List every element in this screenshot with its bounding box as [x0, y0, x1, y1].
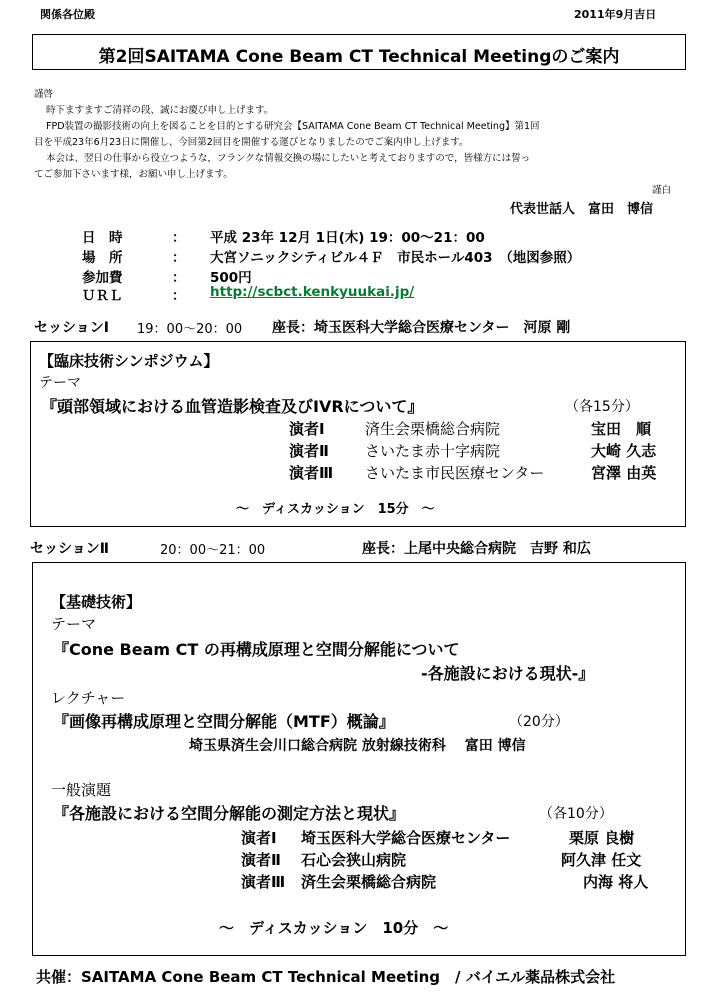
signature: 代表世話人 富田 博信 — [510, 202, 654, 217]
lecture-title: 『画像再構成原理と空間分解能（MTF）概論』 — [53, 712, 395, 731]
speaker-org: さいたま赤十字病院 — [365, 442, 501, 460]
speaker-name: 阿久津 任文 — [561, 851, 642, 869]
speaker-name: 宮澤 由英 — [591, 464, 657, 482]
detail-value: 大宮ソニックシティビル４Ｆ 市民ホール403 （地図参照） — [210, 250, 581, 266]
session2-theme-label: テーマ — [51, 615, 97, 633]
session2-chair: 座長：上尾中央総合病院 吉野 和広 — [362, 541, 591, 557]
speaker-name: 大崎 久志 — [591, 442, 657, 460]
detail-label: 参加費 — [82, 270, 123, 286]
letter-line-1: 時下ますますご清祥の段、誠にお慶び申し上げます。 — [46, 105, 274, 116]
session2-name: セッションⅡ — [30, 541, 109, 557]
speaker-org: 済生会栗橋総合病院 — [301, 873, 437, 891]
session2-theme-line2: -各施設における現状-』 — [421, 664, 595, 683]
lecture-note: （20分） — [509, 714, 569, 730]
session1-box — [30, 341, 686, 527]
detail-label: ＵＲＬ — [82, 288, 123, 304]
speaker-role: 演者Ⅱ — [289, 442, 329, 460]
session2-discussion: ～ ディスカッション 10分 ～ — [219, 919, 449, 937]
addressee: 関係各位殿 — [40, 8, 95, 21]
session2-category: 【基礎技術】 — [51, 593, 142, 611]
detail-colon: ： — [172, 230, 186, 246]
session2-time: 20：00～21：00 — [160, 543, 266, 558]
detail-colon: ： — [172, 288, 186, 304]
speaker-name: 栗原 良樹 — [569, 829, 635, 847]
page-title: 第2回SAITAMA Cone Beam CT Technical Meetingのご案内 — [98, 47, 620, 67]
letter-line-2: FPD装置の撮影技術の向上を図ることを目的とする研究会【SAITAMA Cone Beam CT Technical Meeting】第1回 — [46, 121, 540, 132]
letter-line-3: 目を平成23年6月23日に開催し、今回第2回目を開催する運びとなりましたのでご案内申し上げます。 — [34, 137, 469, 148]
speaker-org: さいたま市民医療センター — [365, 464, 545, 482]
letter-line-5: てご参加下さいます様，お願い申し上げます。 — [34, 169, 233, 180]
detail-colon: ： — [172, 270, 186, 286]
speaker-name: 内海 将人 — [583, 873, 649, 891]
session1-category: 【臨床技術シンポジウム】 — [39, 352, 219, 370]
session1-time: 19：00～20：00 — [137, 322, 243, 337]
lecture-label: レクチャー — [51, 689, 126, 707]
detail-value: 500円 — [210, 270, 252, 286]
detail-colon: ： — [172, 250, 186, 266]
website-link[interactable]: http://scbct.kenkyuukai.jp/ — [210, 284, 415, 300]
session1-chair: 座長：埼玉医科大学総合医療センター 河原 剛 — [272, 320, 571, 336]
greeting: 謹啓 — [34, 89, 54, 100]
speaker-org: 済生会栗橋総合病院 — [365, 420, 501, 438]
speaker-org: 石心会狭山病院 — [301, 851, 407, 869]
letter-line-4: 本会は、翌日の仕事から役立つような，フランクな情報交換の場にしたいと考えておりますので，皆様方には誓っ — [46, 153, 531, 164]
speaker-name: 宝田 順 — [591, 420, 652, 438]
session1-theme-label: テーマ — [39, 375, 81, 391]
document-date: 2011年9月吉日 — [574, 8, 657, 21]
closing: 謹白 — [652, 185, 672, 196]
session2-theme-line1: 『Cone Beam CT の再構成原理と空間分解能について — [53, 640, 460, 659]
lecturer: 埼玉県済生会川口総合病院 放射線技術科 富田 博信 — [189, 738, 526, 754]
session1-name: セッションⅠ — [34, 320, 109, 336]
general-note: （各10分） — [539, 806, 613, 822]
speaker-role: 演者Ⅰ — [289, 420, 325, 438]
general-label: 一般演題 — [51, 781, 112, 799]
session1-discussion: ～ ディスカッション 15分 ～ — [236, 502, 435, 517]
speaker-role: 演者Ⅱ — [241, 851, 281, 869]
detail-value: 平成 23年 12月 1日(木) 19：00～21：00 — [210, 230, 485, 246]
title-box — [32, 34, 686, 70]
sponsor-line: 共催：SAITAMA Cone Beam CT Technical Meeting / バイエル薬品株式会社 — [36, 968, 616, 986]
detail-label: 日 時 — [82, 230, 123, 246]
speaker-org: 埼玉医科大学総合医療センター — [301, 829, 511, 847]
speaker-role: 演者Ⅲ — [289, 464, 334, 482]
general-title: 『各施設における空間分解能の測定方法と現状』 — [53, 804, 406, 823]
session1-theme-note: （各15分） — [565, 399, 639, 415]
session2-box — [32, 562, 686, 956]
session1-theme: 『頭部領域における血管造影検査及びIVRについて』 — [41, 397, 424, 416]
speaker-role: 演者Ⅲ — [241, 873, 286, 891]
detail-label: 場 所 — [82, 250, 123, 266]
speaker-role: 演者Ⅰ — [241, 829, 277, 847]
